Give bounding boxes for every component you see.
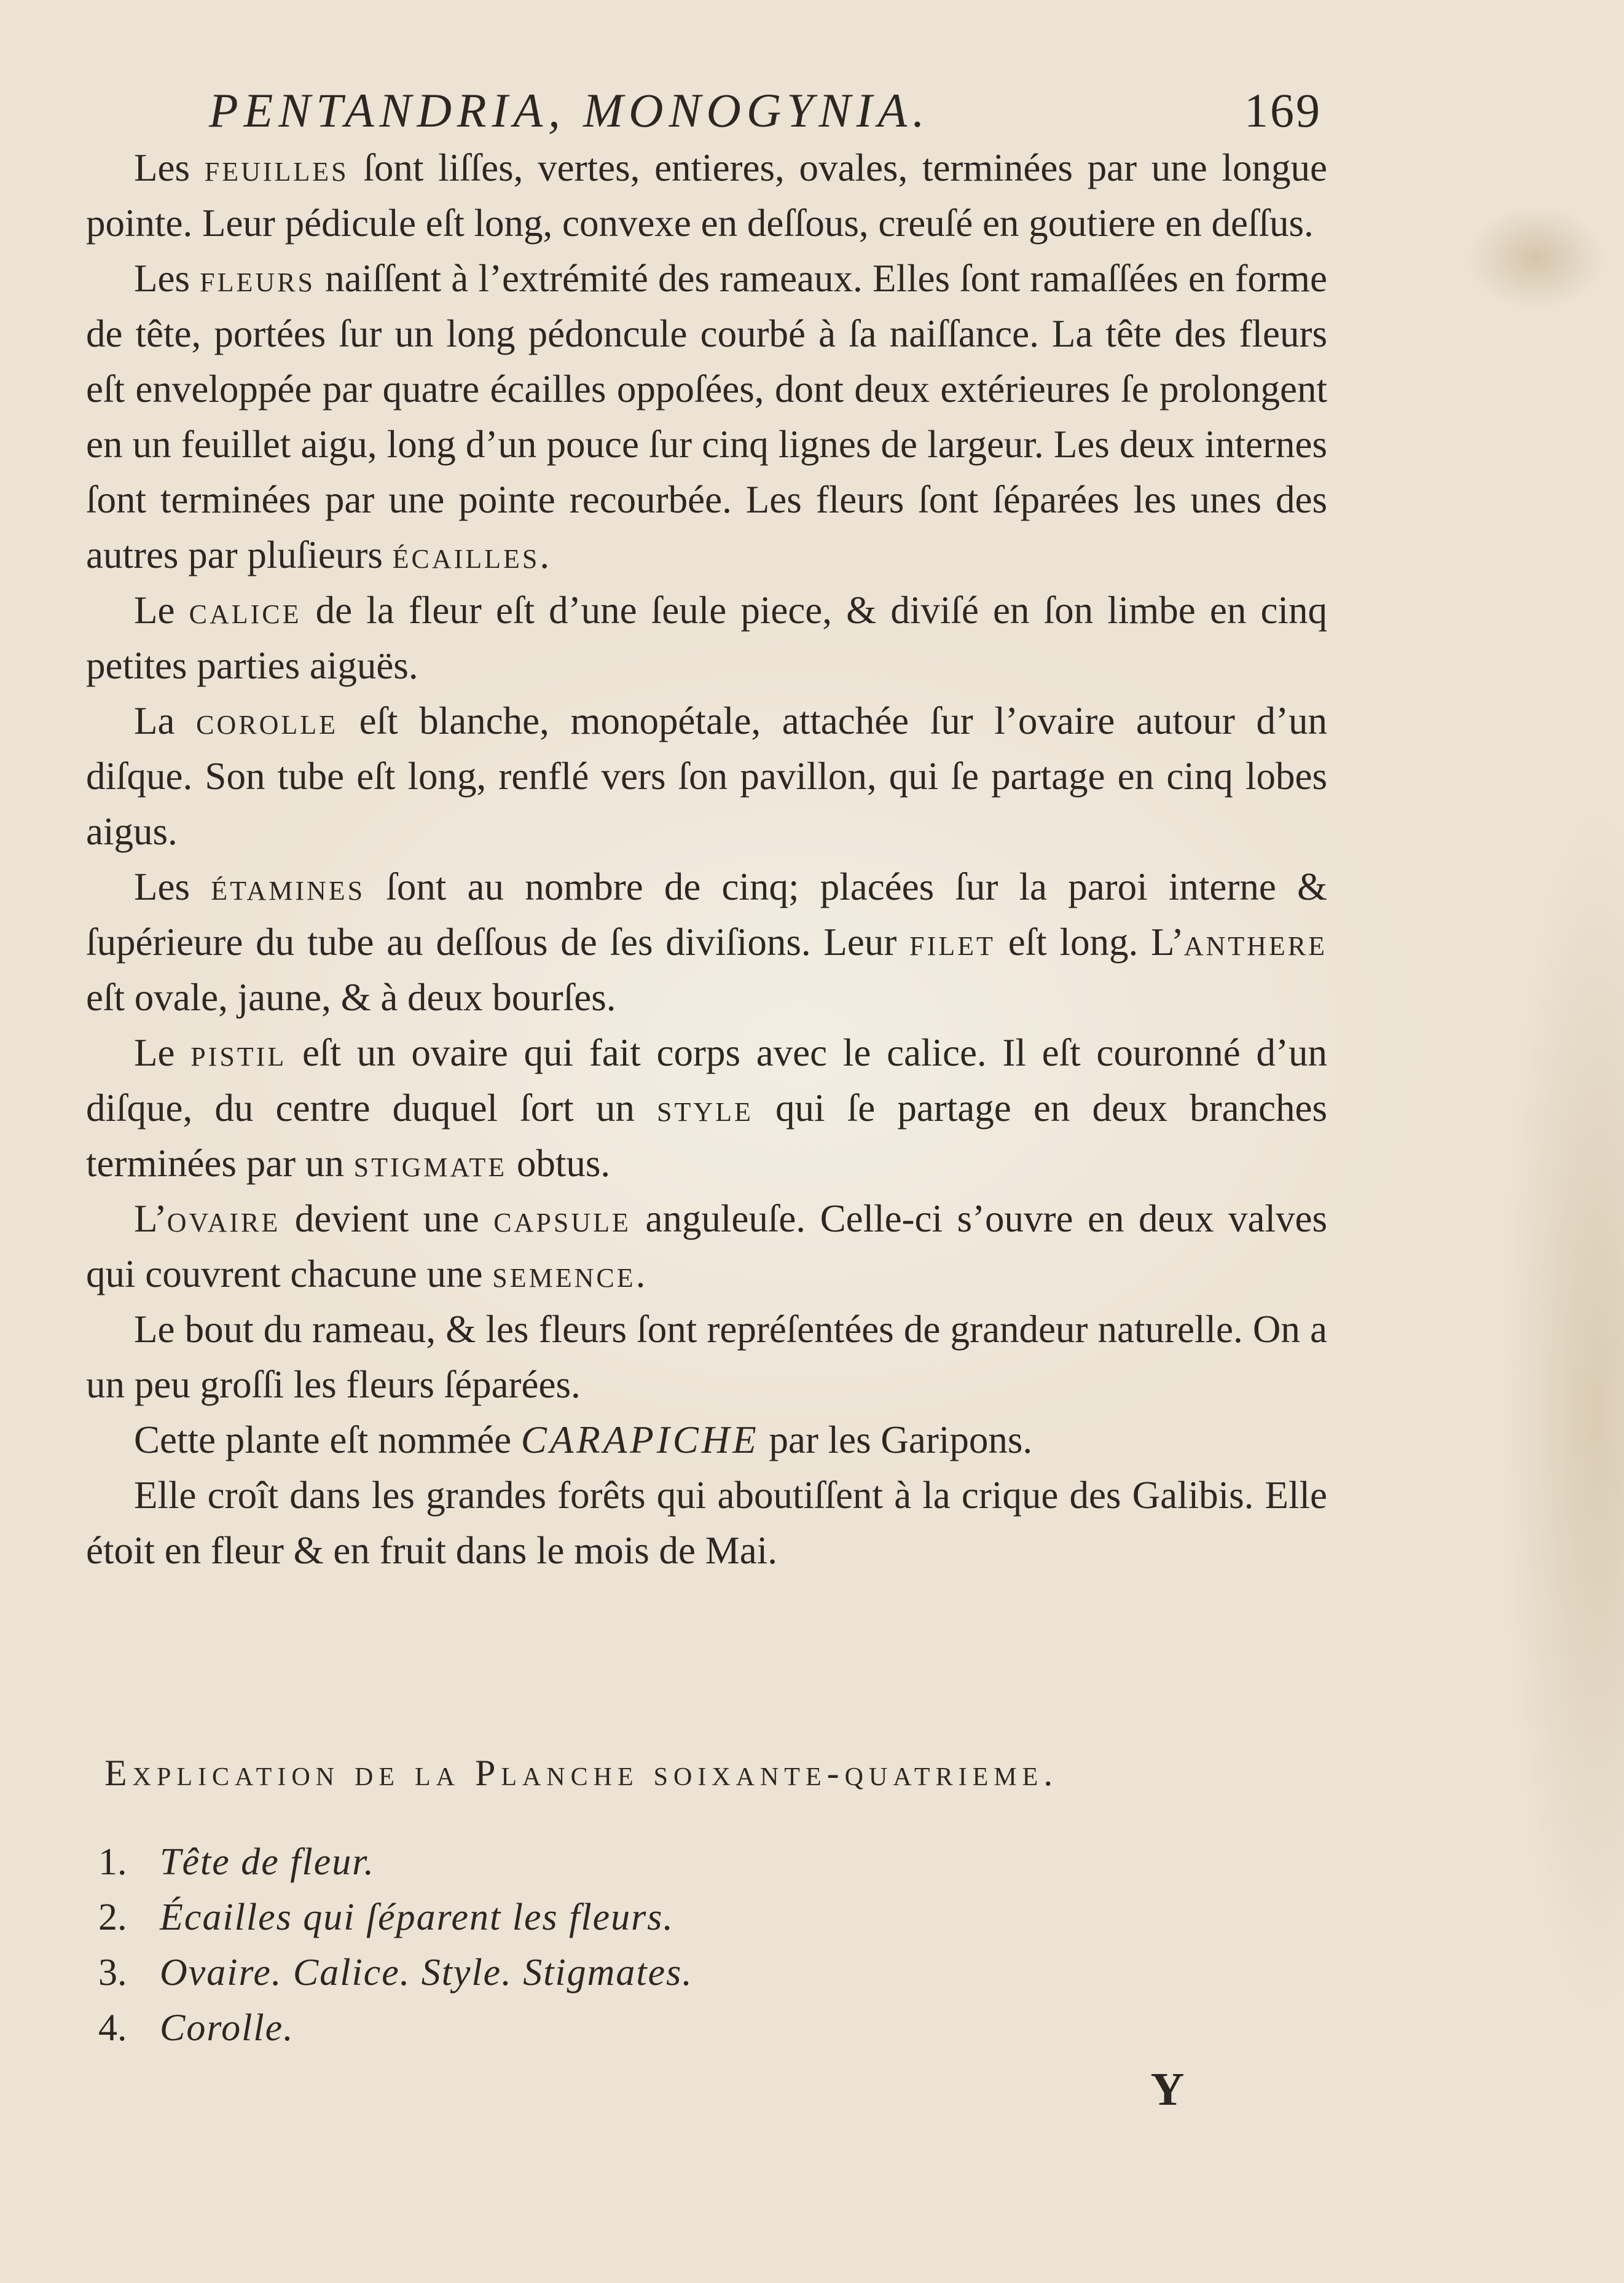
body-text: [86, 140, 1327, 1578]
text-run: Le: [134, 589, 189, 632]
legend-item: [98, 1945, 1020, 2000]
paragraph: [86, 1191, 1327, 1302]
plate-explanation-title: Explication de la Planche soixante-quatrieme.: [104, 1753, 1059, 1793]
paragraph: [86, 251, 1327, 583]
running-title: PENTANDRIA, MONOGYNIA.: [209, 84, 930, 137]
text-run: par les Garipons.: [759, 1418, 1033, 1461]
legend-number: 2.: [98, 1896, 127, 1938]
legend-number: 3.: [98, 1952, 127, 1994]
legend-item: [98, 1890, 1020, 1945]
text-run: eſt ovale, jaune, & à deux bourſes.: [86, 976, 616, 1019]
legend-number: 4.: [98, 2007, 127, 2049]
legend-text: Écailles qui ſéparent les fleurs.: [160, 1896, 674, 1938]
text-run: Les: [134, 865, 211, 908]
text-run: Le bout du rameau, & les fleurs ſont repréſentées de grandeur naturelle. On a un peu groſſi les fleurs ſéparées.: [86, 1308, 1327, 1406]
term-small-caps: calice: [189, 589, 302, 632]
term-small-caps: étamines: [211, 865, 366, 908]
term-small-caps: écailles.: [392, 533, 552, 576]
legend-text: Tête de fleur.: [160, 1841, 375, 1883]
text-run: ſont au nombre de cinq; placées ſur la paroi interne & ſupérieure du tube au deſſous de ſes diviſions. Leur: [86, 865, 1327, 964]
text-run: devient une: [280, 1197, 494, 1240]
text-run: de la fleur eſt d’une ſeule piece, & diviſé en ſon limbe en cinq petites parties aiguës.: [86, 589, 1327, 687]
term-small-caps: fleurs: [200, 257, 315, 300]
paragraph: [86, 1412, 1327, 1468]
term-small-caps: pistil: [190, 1031, 287, 1074]
paragraph: [86, 583, 1327, 693]
text-run: eſt un ovaire qui fait corps avec le calice. Il eſt couronné d’un diſque, du centre duquel ſort un: [86, 1031, 1327, 1130]
paragraph: [86, 693, 1327, 859]
text-run: Les: [134, 146, 205, 189]
legend-text: Ovaire. Calice. Style. Stigmates.: [160, 1952, 693, 1994]
legend-item: [98, 2000, 1020, 2056]
text-run: obtus.: [507, 1142, 611, 1185]
paragraph: [86, 1025, 1327, 1191]
paragraph: [86, 1468, 1327, 1578]
text-run: qui ſe partage en deux branches terminées par un: [86, 1086, 1327, 1185]
term-small-caps: filet: [909, 921, 995, 964]
term-small-caps: stigmate: [353, 1142, 508, 1185]
text-run: ſont liſſes, vertes, entieres, ovales, terminées par une longue pointe. Leur pédicule eſt long, convexe en deſſous, creuſé en goutiere en deſſus.: [86, 146, 1327, 245]
text-run: Les: [134, 257, 200, 300]
term-small-caps: style: [657, 1086, 753, 1130]
signature-mark: Y: [1150, 2064, 1185, 2115]
term-small-caps: feuilles: [204, 146, 349, 189]
text-run: eſt long. L’: [995, 921, 1184, 964]
legend-item: [98, 1834, 1020, 1890]
text-run: La: [134, 699, 197, 742]
text-run: Cette plante eſt nommée: [134, 1418, 521, 1461]
text-run: naiſſent à l’extrémité des rameaux. Elles ſont ramaſſées en forme de tête, portées ſur un long pédoncule courbé à ſa naiſſance. La tête des fleurs eſt enveloppée par quatre écailles oppoſées, dont deux extérieures ſe prolongent en un feuillet aigu, long d’un pouce ſur cinq lignes de largeur. Les deux internes ſont terminées par une pointe recourbée. Les fleurs ſont ſéparées les unes des autres par pluſieurs: [86, 257, 1327, 576]
legend-number: 1.: [98, 1841, 127, 1883]
text-run: Elle croît dans les grandes forêts qui aboutiſſent à la crique des Galibis. Elle étoit en fleur & en fruit dans le mois de Mai.: [86, 1474, 1327, 1572]
term-small-caps: semence.: [492, 1252, 648, 1295]
legend-text: Corolle.: [160, 2007, 294, 2049]
page-number: 169: [1244, 84, 1322, 137]
paragraph: [86, 859, 1327, 1025]
plant-name-italic: CARAPICHE: [520, 1418, 759, 1461]
plate-legend: [98, 1834, 1020, 2056]
term-small-caps: corolle: [196, 699, 338, 742]
term-small-caps: anthere: [1183, 921, 1328, 964]
term-small-caps: ovaire: [167, 1197, 281, 1240]
paragraph: [86, 140, 1327, 251]
text-run: eſt blanche, monopétale, attachée ſur l’ovaire autour d’un diſque. Son tube eſt long, renflé vers ſon pavillon, qui ſe partage en cinq lobes aigus.: [86, 699, 1327, 853]
text-run: anguleuſe. Celle-ci s’ouvre en deux valves qui couvrent chacune une: [86, 1197, 1327, 1295]
text-run: Le: [134, 1031, 191, 1074]
term-small-caps: capsule: [493, 1197, 631, 1240]
text-run: L’: [134, 1197, 167, 1240]
paragraph: [86, 1302, 1327, 1412]
